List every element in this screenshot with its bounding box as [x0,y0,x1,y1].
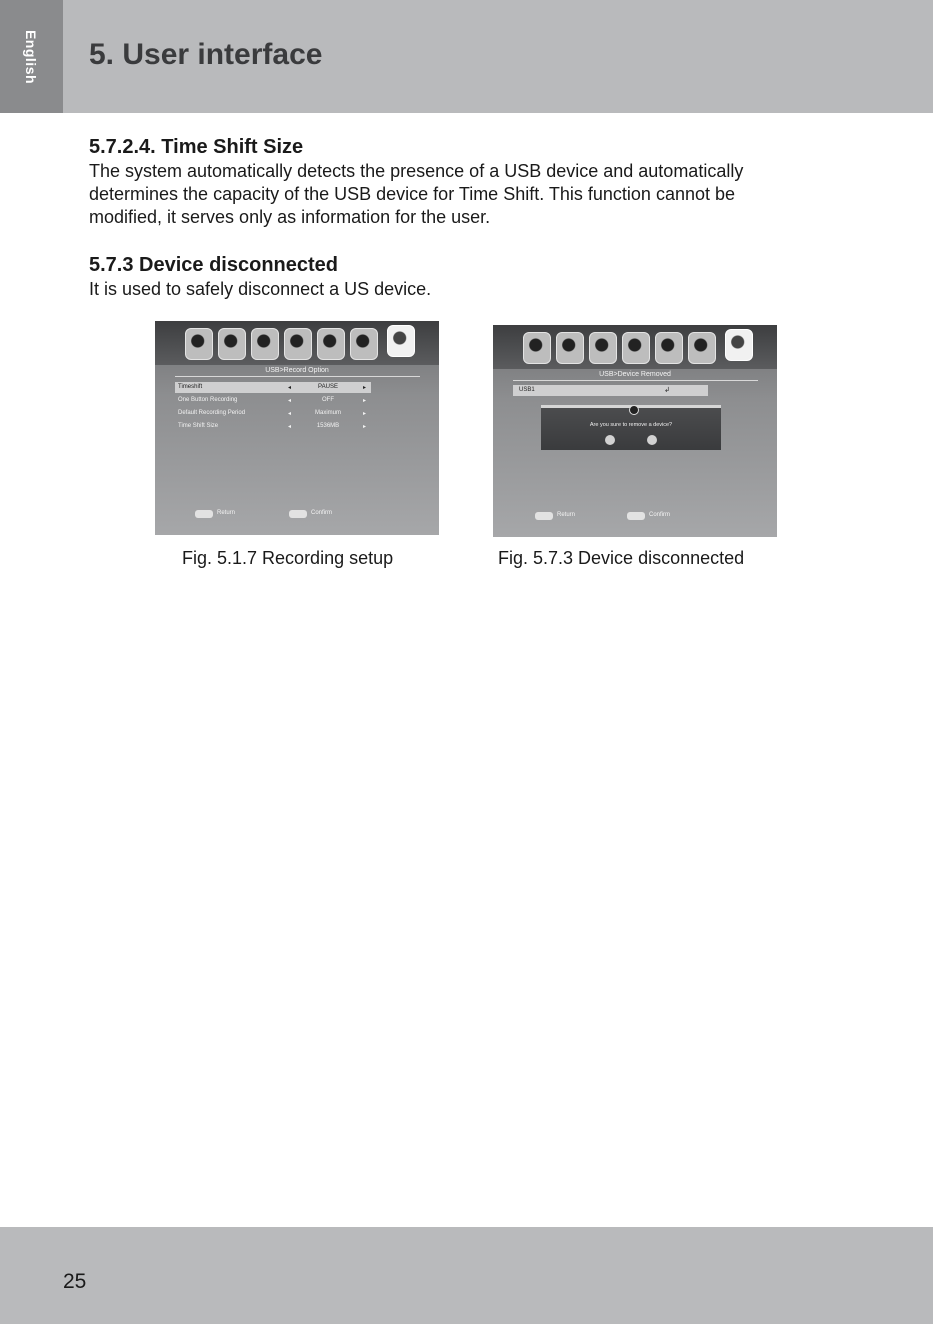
body-line: The system automatically detects the presence of a USB device and automatically [89,161,744,181]
row-label: Default Recording Period [178,410,246,416]
tv-menu-icon [622,332,650,364]
body-line: determines the capacity of the USB device for Time Shift. This function cannot be [89,184,736,204]
dialog-no-button [647,435,657,445]
tv-menu-icon [655,332,683,364]
menu-divider [513,380,758,381]
slider-knob-icon [629,405,639,415]
usb-icon [387,325,415,357]
body-line: modified, it serves only as information for the user. [89,207,491,227]
tv-menu-icon [688,332,716,364]
menu-row-one-button-recording [175,395,371,406]
screen-footer [493,507,777,529]
tv-menu-icon [350,328,378,360]
menu-row-time-shift-size [175,421,371,432]
footer-return-label: Return [217,510,236,516]
menu-row-timeshift [175,382,371,393]
screen-footer [155,505,439,527]
figure-recording-setup-screen [155,321,439,535]
tv-menu-icon [556,332,584,364]
tv-menu-icon [251,328,279,360]
tv-menu-icon [218,328,246,360]
menu-icon-bar [155,321,439,365]
exit-key-icon [195,510,213,518]
exit-key-icon [535,512,553,520]
footer-confirm-label: Confirm [649,512,671,518]
tv-menu-icon [284,328,312,360]
page-number: 25 [63,1270,87,1293]
section-body-time-shift-size [89,160,849,229]
tv-menu-icon [589,332,617,364]
page-footer [0,1227,933,1324]
menu-icon-bar [493,325,777,369]
language-tab [0,0,63,113]
row-label: One Button Recording [178,397,238,403]
dialog-yes-button [605,435,615,445]
menu-divider [175,376,420,377]
figure-device-disconnected-screen [493,325,777,537]
arrow-left-icon: ◂ [288,424,292,430]
tv-menu-icon [523,332,551,364]
row-label: Timeshift [178,384,203,390]
row-value: PAUSE [318,384,338,390]
footer-confirm-label: Confirm [311,510,333,516]
arrow-left-icon: ◂ [288,385,292,391]
arrow-right-icon: ▸ [363,411,367,417]
row-value: Maximum [314,410,341,416]
usb-device-label: USB1 [519,387,535,393]
arrow-right-icon: ▸ [363,424,367,430]
screen-breadcrumb: USB>Record Option [265,367,329,374]
usb-device-row [513,385,708,396]
figure-caption-device-disconnected: Fig. 5.7.3 Device disconnected [498,548,745,568]
language-label: English [23,29,39,85]
arrow-right-icon: ▸ [363,398,367,404]
row-value: 1536MB [316,423,340,429]
section-body-device-disconnected [89,278,849,301]
body-line: It is used to safely disconnect a US device. [89,279,432,299]
screen-breadcrumb: USB>Device Removed [599,371,671,378]
section-heading-time-shift-size: 5.7.2.4. Time Shift Size [89,136,304,158]
footer-return-label: Return [557,512,576,518]
usb-icon [725,329,753,361]
tv-menu-icon [317,328,345,360]
ok-key-icon [627,512,645,520]
tv-menu-icon [185,328,213,360]
arrow-left-icon: ◂ [288,398,292,404]
arrow-left-icon: ◂ [288,411,292,417]
row-label: Time Shift Size [178,423,219,429]
section-heading-device-disconnected: 5.7.3 Device disconnected [89,254,339,276]
row-value: OFF [322,397,334,403]
page-title: 5. User interface [89,38,323,71]
menu-row-default-recording-period [175,408,371,419]
arrow-right-icon: ▸ [363,385,367,391]
ok-key-icon [289,510,307,518]
dialog-question: Are you sure to remove a device? [589,422,673,428]
page-header [0,0,933,113]
figure-caption-recording-setup: Fig. 5.1.7 Recording setup [182,548,394,568]
check-icon: ↲ [664,387,670,394]
